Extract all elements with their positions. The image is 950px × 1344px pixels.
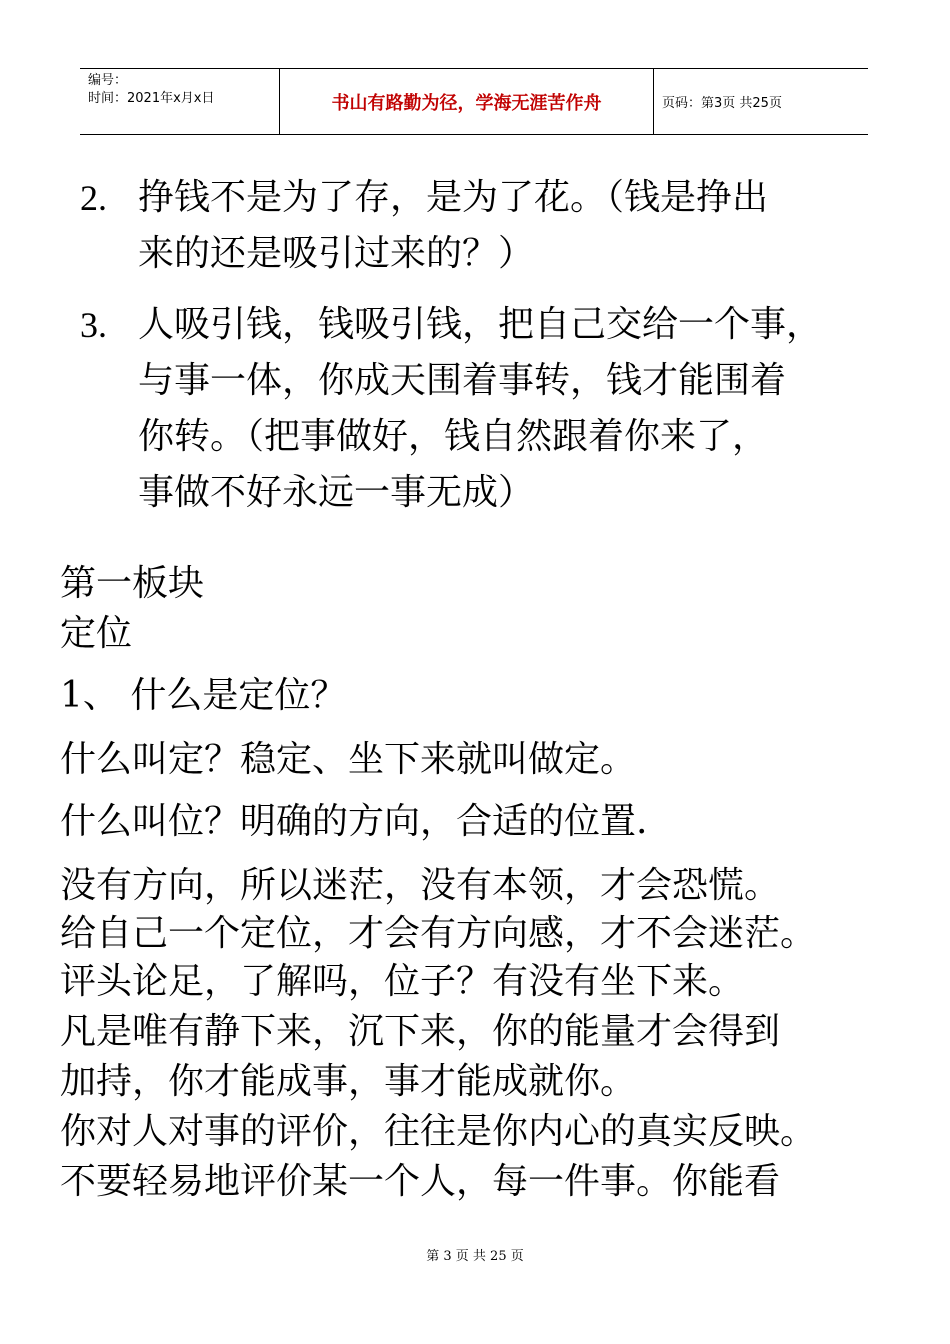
section-subtitle: 定位 [60,613,133,654]
doc-number-label: 编号： [88,73,128,88]
point-3 [80,297,900,521]
body-line: 凡是唯有静下来，沉下来，你的能量才会得到 [60,1011,781,1052]
point-text: 人吸引钱，钱吸引钱，把自己交给一个事， 与事一体，你成天围着事转，钱才能围着 你转。（把事做好，钱自然跟着你来了， 事做不好永远一事无成） [138,304,823,513]
point-2 [80,170,900,282]
body-line: 没有方向，所以迷茫，没有本领，才会恐慌。 [60,865,781,906]
page-header [80,68,868,135]
point-number: 3. [80,305,107,345]
header-motto: 书山有路勤为径，学海无涯苦作舟 [280,69,654,134]
question-heading: 1、 什么是定位？ [60,675,347,716]
definition-wei: 什么叫位？明确的方向，合适的位置. [60,801,648,842]
definition-ding: 什么叫定？稳定、坐下来就叫做定。 [60,739,637,780]
page-footer: 第 3 页 共 25 页 [426,1249,524,1264]
point-number: 2. [80,178,107,218]
section-title: 第一板块 [60,563,205,604]
point-text: 挣钱不是为了存，是为了花。（钱是挣出 来的还是吸引过来的？） [138,177,769,274]
header-meta [80,69,280,134]
body-line: 不要轻易地评价某一个人，每一件事。你能看 [60,1161,781,1202]
body-line: 给自己一个定位，才会有方向感，才不会迷茫。 [60,913,817,954]
body-line: 你对人对事的评价，往往是你内心的真实反映。 [60,1111,817,1152]
doc-time-label: 时间：2021年x月x日 [88,91,215,106]
body-line: 评头论足，了解吗，位子？有没有坐下来。 [60,961,745,1002]
body-line: 加持，你才能成事，事才能成就你。 [60,1061,637,1102]
header-page-label: 页码：第3页 共25页 [662,96,782,111]
